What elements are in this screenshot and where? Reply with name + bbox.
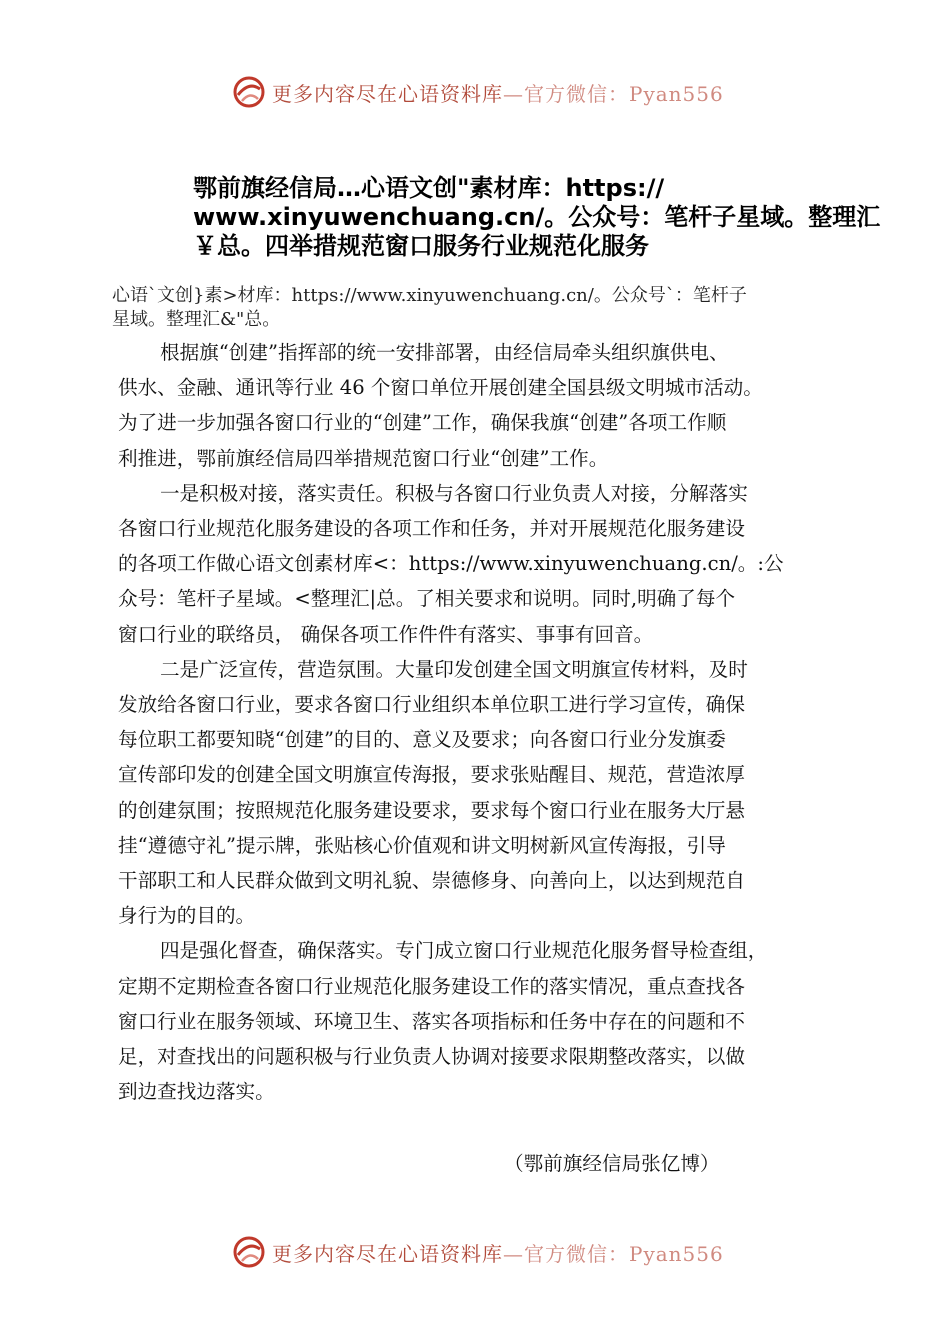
paragraph-line: 的各项工作做心语文创素材库<：https://www.xinyuwenchuang.cn/。:公: [118, 552, 784, 576]
watermark-banner-bottom: [232, 1232, 732, 1272]
author-signature: （鄂前旗经信局张亿博）: [504, 1152, 720, 1175]
paragraph-line: 众号：笔杆子星域。<整理汇|总。了相关要求和说明。同时,明确了每个: [118, 587, 736, 611]
paragraph-line: 挂“遵德守礼”提示牌，张贴核心价值观和讲文明树新风宣传海报，引导: [118, 833, 726, 857]
title-line: www.xinyuwenchuang.cn/。公众号：笔杆子星域。整理汇: [193, 203, 881, 231]
paragraph-measure-1: [118, 476, 848, 652]
watermark-logo-icon: [232, 75, 266, 109]
paragraph-line: 干部职工和人民群众做到文明礼貌、崇德修身、向善向上，以达到规范自: [118, 869, 745, 893]
paragraph-line: 宣传部印发的创建全国文明旗宣传海报，要求张贴醒目、规范，营造浓厚: [118, 763, 745, 787]
paragraph-line: 的创建氛围；按照规范化服务建设要求，要求每个窗口行业在服务大厅悬: [118, 798, 745, 822]
paragraph-line: 为了进一步加强各窗口行业的“创建”工作，确保我旗“创建”各项工作顺: [118, 411, 727, 435]
source-note-line: 星域。整理汇&"总。: [112, 309, 281, 330]
watermark-logo-icon: [232, 1235, 266, 1269]
paragraph-line: 身行为的目的。: [118, 904, 256, 928]
source-note-line: 心语`文创}素>材库：https://www.xinyuwenchuang.cn/。公众号`：笔杆子: [112, 285, 747, 306]
paragraph-line: 窗口行业的联络员， 确保各项工作件件有落实、事事有回音。: [118, 622, 654, 646]
paragraph-line: 发放给各窗口行业，要求各窗口行业组织本单位职工进行学习宣传，确保: [118, 693, 745, 717]
watermark-banner-top: [232, 72, 732, 112]
paragraph-line: 根据旗“创建”指挥部的统一安排部署，由经信局牵头组织旗供电、: [160, 341, 729, 364]
paragraph-line: 窗口行业在服务领域、环境卫生、落实各项指标和任务中存在的问题和不: [118, 1009, 745, 1033]
title-line: ￥总。四举措规范窗口服务行业规范化服务: [193, 232, 649, 260]
paragraph-line: 定期不定期检查各窗口行业规范化服务建设工作的落实情况，重点查找各: [118, 974, 745, 998]
paragraph-line: 足，对查找出的问题积极与行业负责人协调对接要求限期整改落实，以做: [118, 1045, 745, 1069]
watermark-text: 更多内容尽在心语资料库—官方微信：Pyan556: [272, 81, 724, 106]
paragraph-line: 一是积极对接，落实责任。积极与各窗口行业负责人对接，分解落实: [160, 481, 748, 505]
title-line: 鄂前旗经信局…心语文创"素材库：https://: [193, 174, 665, 202]
paragraph-line: 四是强化督查，确保落实。专门成立窗口行业规范化服务督导检查组，: [160, 939, 768, 963]
paragraph-line: 到边查找边落实。: [118, 1080, 275, 1104]
source-note: [112, 284, 852, 332]
watermark-text: 更多内容尽在心语资料库—官方微信：Pyan556: [272, 1241, 724, 1266]
paragraph-line: 供水、金融、通讯等行业 46 个窗口单位开展创建全国县级文明城市活动。: [118, 376, 763, 400]
paragraph-measure-2: [118, 652, 848, 934]
paragraph-line: 各窗口行业规范化服务建设的各项工作和任务，并对开展规范化服务建设: [118, 517, 745, 541]
paragraph-intro: [118, 335, 848, 476]
paragraph-line: 每位职工都要知晓“创建”的目的、意义及要求；向各窗口行业分发旗委: [118, 728, 726, 752]
paragraph-measure-4: [118, 933, 848, 1109]
paragraph-line: 二是广泛宣传，营造氛围。大量印发创建全国文明旗宣传材料，及时: [160, 657, 748, 681]
document-title: [193, 174, 881, 261]
paragraph-line: 利推进，鄂前旗经信局四举措规范窗口行业“创建”工作。: [118, 446, 609, 470]
document-body: [118, 335, 848, 1109]
